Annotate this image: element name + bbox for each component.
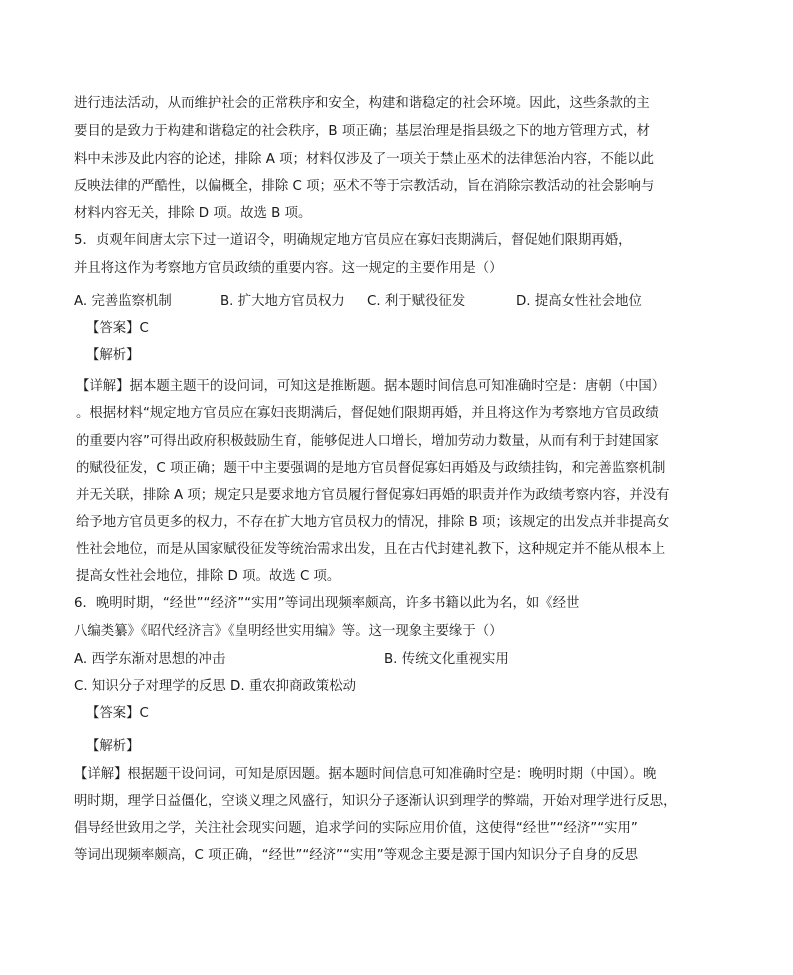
analysis-title: 【解析】 [86,739,140,754]
analysis-line: 【详解】根据题干设问词，可知是原因题。据本题时间信息可知准确时空是：晚明时期（中国）。晚 [74,767,657,782]
analysis-line: 的赋役征发，C 项正确；题干中主要强调的是地方官员督促寡妇再婚及与政绩挂钩，和完善监察机制 [76,461,666,476]
analysis-line: 的重要内容”可得出政府积极鼓励生育，能够促进人口增长，增加劳动力数量，从而有利于封建国家 [76,434,659,449]
question-stem: 6．晚明时期，“经世”“经济”“实用”等词出现频率颇高，许多书籍以此为名，如《经世 [74,596,580,611]
choice-b: B. 扩大地方官员权力 [220,294,345,309]
text-line: 料中未涉及此内容的论述，排除 A 项；材料仅涉及了一项关于禁止巫术的法律惩治内容，不能以此 [74,152,655,167]
analysis-title: 【解析】 [86,348,140,363]
question-stem: 5．贞观年间唐太宗下过一道诏令，明确规定地方官员应在寡妇丧期满后，督促她们限期再婚， [74,233,632,248]
question-stem: 八编类纂》《昭代经济言》《皇明经世实用编》等。这一现象主要缘于（） [74,624,503,639]
choice-d: D. 提高女性社会地位 [516,294,642,309]
analysis-line: 并无关联，排除 A 项；规定只是要求地方官员履行督促寡妇再婚的职责并作为政绩考察内容，并没有 [76,488,670,503]
text-line: 进行违法活动，从而维护社会的正常秩序和安全，构建和谐稳定的社会环境。因此，这些条款的主 [74,96,650,111]
analysis-line: 明时期，理学日益僵化，空谈义理之风盛行，知识分子逐渐认识到理学的弊端，开始对理学进行反思， [74,794,677,809]
question-stem: 并且将这作为考察地方官员政绩的重要内容。这一规定的主要作用是（） [74,261,503,276]
answer-label: 【答案】C [86,706,149,721]
choice-c-d: C. 知识分子对理学的反思 D. 重农抑商政策松动 [74,679,356,694]
text-line: 材料内容无关，排除 D 项。故选 B 项。 [74,206,312,221]
analysis-line: 性社会地位，而是从国家赋役征发等统治需求出发，且在古代封建礼教下，这种规定并不能从根本上 [76,542,666,557]
analysis-line: 【详解】据本题主题干的设问词，可知这是推断题。据本题时间信息可知准确时空是：唐朝（中国） [76,379,666,394]
choice-c: C. 利于赋役征发 [367,294,466,309]
answer-label: 【答案】C [86,321,149,336]
analysis-line: 倡导经世致用之学，关注社会现实问题，追求学问的实际应用价值，这使得“经世”“经济”“实用” [74,821,638,836]
analysis-line: 。根据材料“规定地方官员应在寡妇丧期满后，督促她们限期再婚，并且将这作为考察地方官员政绩 [76,406,659,421]
choice-b: B. 传统文化重视实用 [384,652,509,667]
text-line: 反映法律的严酷性，以偏概全，排除 C 项；巫术不等于宗教活动，旨在消除宗教活动的社会影响与 [74,179,655,194]
analysis-line: 提高女性社会地位，排除 D 项。故选 C 项。 [76,569,341,584]
analysis-line: 等词出现频率颇高，C 项正确，“经世”“经济”“实用”等观念主要是源于国内知识分子自身的反思 [74,848,639,863]
analysis-line: 给予地方官员更多的权力，不存在扩大地方官员权力的情况，排除 B 项；该规定的出发点并非提高女 [76,515,670,530]
choice-a: A. 西学东渐对思想的冲击 [74,652,226,667]
choice-a: A. 完善监察机制 [74,294,172,309]
text-line: 要目的是致力于构建和谐稳定的社会秩序，B 项正确；基层治理是指县级之下的地方管理方式，材 [74,124,650,139]
